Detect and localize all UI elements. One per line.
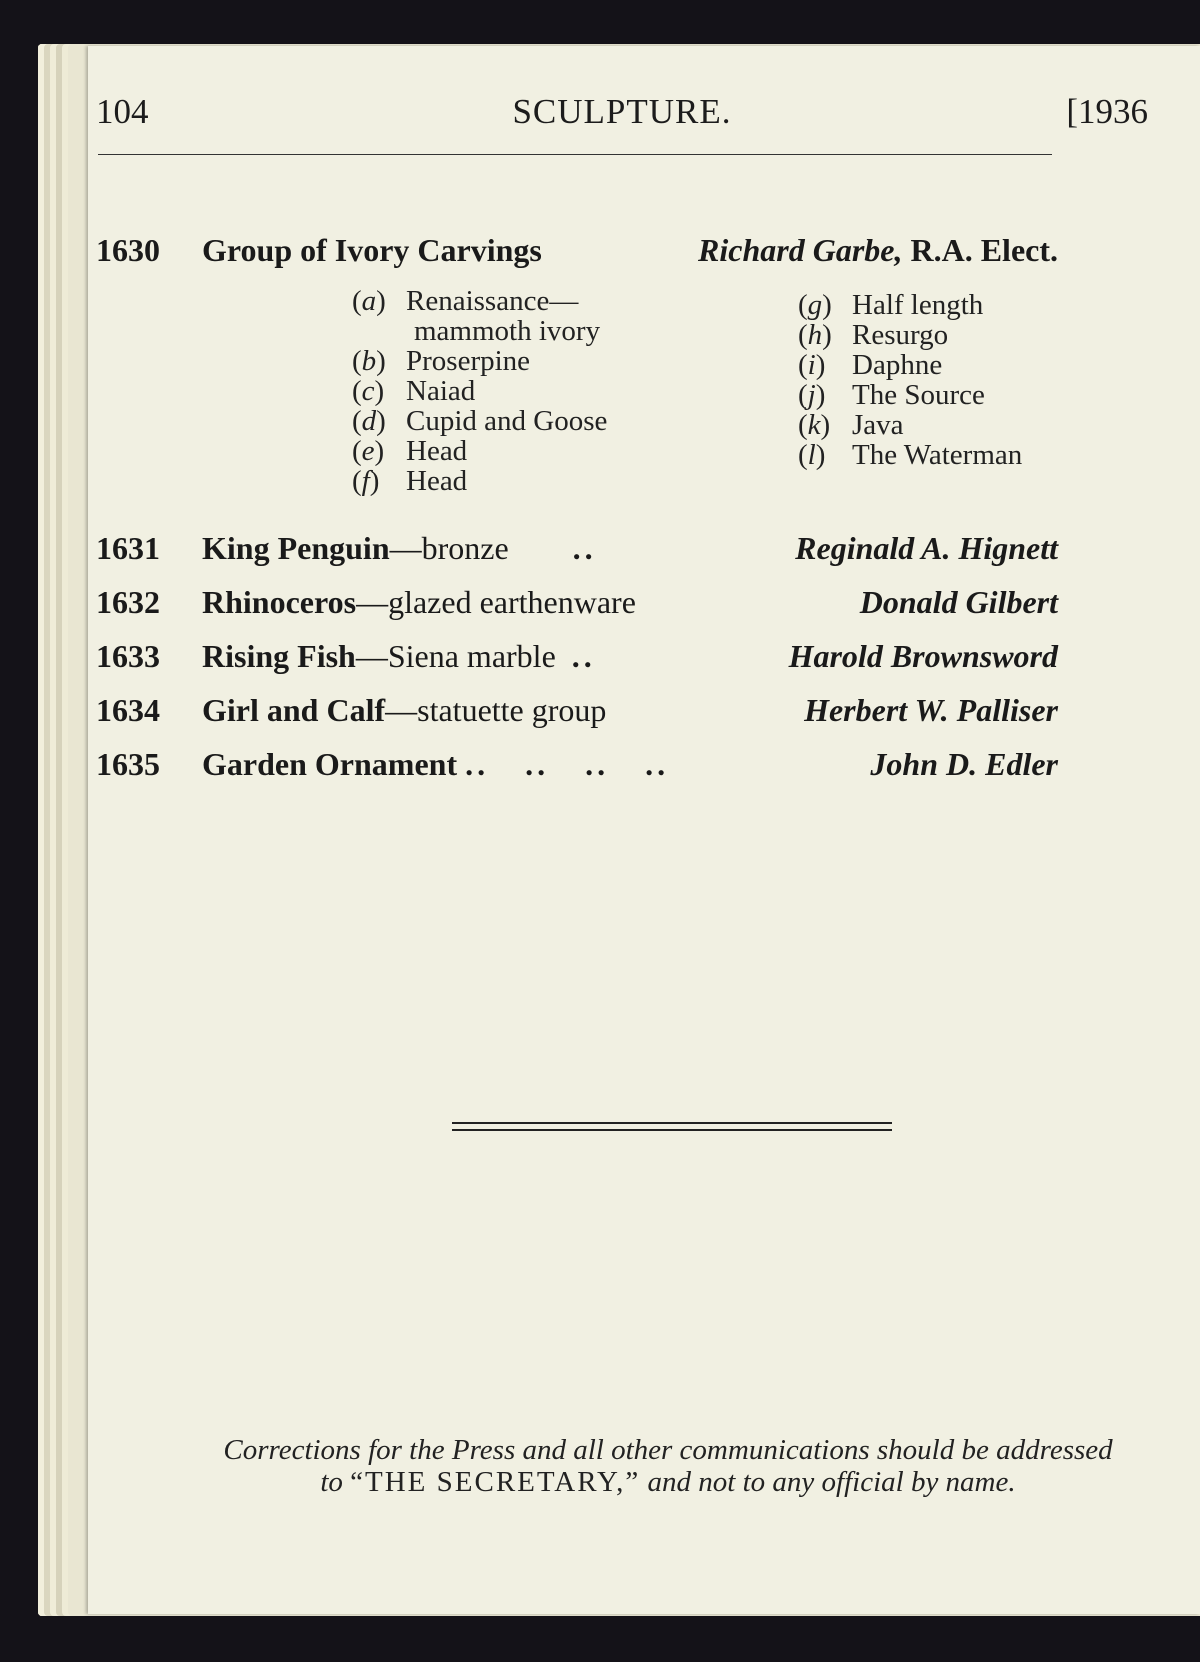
entry-number: 1632: [96, 584, 160, 620]
subitem: (c) Naiad: [352, 375, 476, 407]
year-reference: [1936: [1066, 92, 1148, 131]
subitem: (a) Renaissance—: [352, 285, 579, 317]
subitem: (d) Cupid and Goose: [352, 405, 608, 437]
subitems-right-column: [798, 290, 1098, 470]
section-title: SCULPTURE.: [512, 92, 732, 131]
subitem: (h) Resurgo: [798, 319, 949, 351]
entry-number: 1631: [96, 530, 160, 566]
catalogue-entry-1631: [96, 530, 1058, 570]
entry-number: 1630: [96, 232, 160, 268]
page-number: 104: [96, 92, 149, 131]
header-rule: [98, 154, 1052, 155]
entry-title: Rising Fish—Siena marble ..: [202, 638, 596, 674]
entry-title: Garden Ornament .. .. .. ..: [202, 746, 670, 782]
entry-title: King Penguin—bronze ..: [202, 530, 597, 566]
subitem: (b) Proserpine: [352, 345, 531, 377]
section-end-double-rule: [452, 1122, 892, 1131]
entry-artist: Herbert W. Palliser: [804, 692, 1058, 728]
catalogue-entry-1632: [96, 584, 1058, 624]
book-page: [88, 46, 1200, 1614]
entry-artist: Reginald A. Hignett: [795, 530, 1058, 566]
entry-artist: Richard Garbe, R.A. Elect.: [698, 232, 1058, 268]
footer-note: [168, 1434, 1168, 1498]
entry-artist: Donald Gilbert: [859, 584, 1058, 620]
catalogue-entry-1633: [96, 638, 1058, 678]
subitem: (k) Java: [798, 409, 904, 441]
subitem: (g) Half length: [798, 289, 984, 321]
subitem-continuation: mammoth ivory: [414, 315, 601, 347]
subitem: (j) The Source: [798, 379, 985, 411]
running-head: [96, 92, 1148, 132]
footer-line-2: to “THE SECRETARY,” and not to any official by name.: [320, 1466, 1016, 1498]
subitem: (e) Head: [352, 435, 468, 467]
entry-number: 1634: [96, 692, 160, 728]
footer-line-1: Corrections for the Press and all other communications should be addressed: [223, 1434, 1113, 1466]
catalogue-entry-1635: [96, 746, 1058, 786]
entry-artist: John D. Edler: [870, 746, 1058, 782]
entry-artist: Harold Brownsword: [788, 638, 1058, 674]
entry-number: 1635: [96, 746, 160, 782]
subitem: (f) Head: [352, 465, 468, 497]
entry-number: 1633: [96, 638, 160, 674]
subitem: (i) Daphne: [798, 349, 943, 381]
subitems-left-column: [352, 286, 682, 496]
catalogue-entry-1630: [96, 232, 1058, 272]
entry-title: Group of Ivory Carvings: [202, 232, 542, 268]
catalogue-entry-1634: [96, 692, 1058, 732]
entry-title: Rhinoceros—glazed earthenware: [202, 584, 636, 620]
subitem: (l) The Waterman: [798, 439, 1023, 471]
entry-title: Girl and Calf—statuette group: [202, 692, 607, 728]
